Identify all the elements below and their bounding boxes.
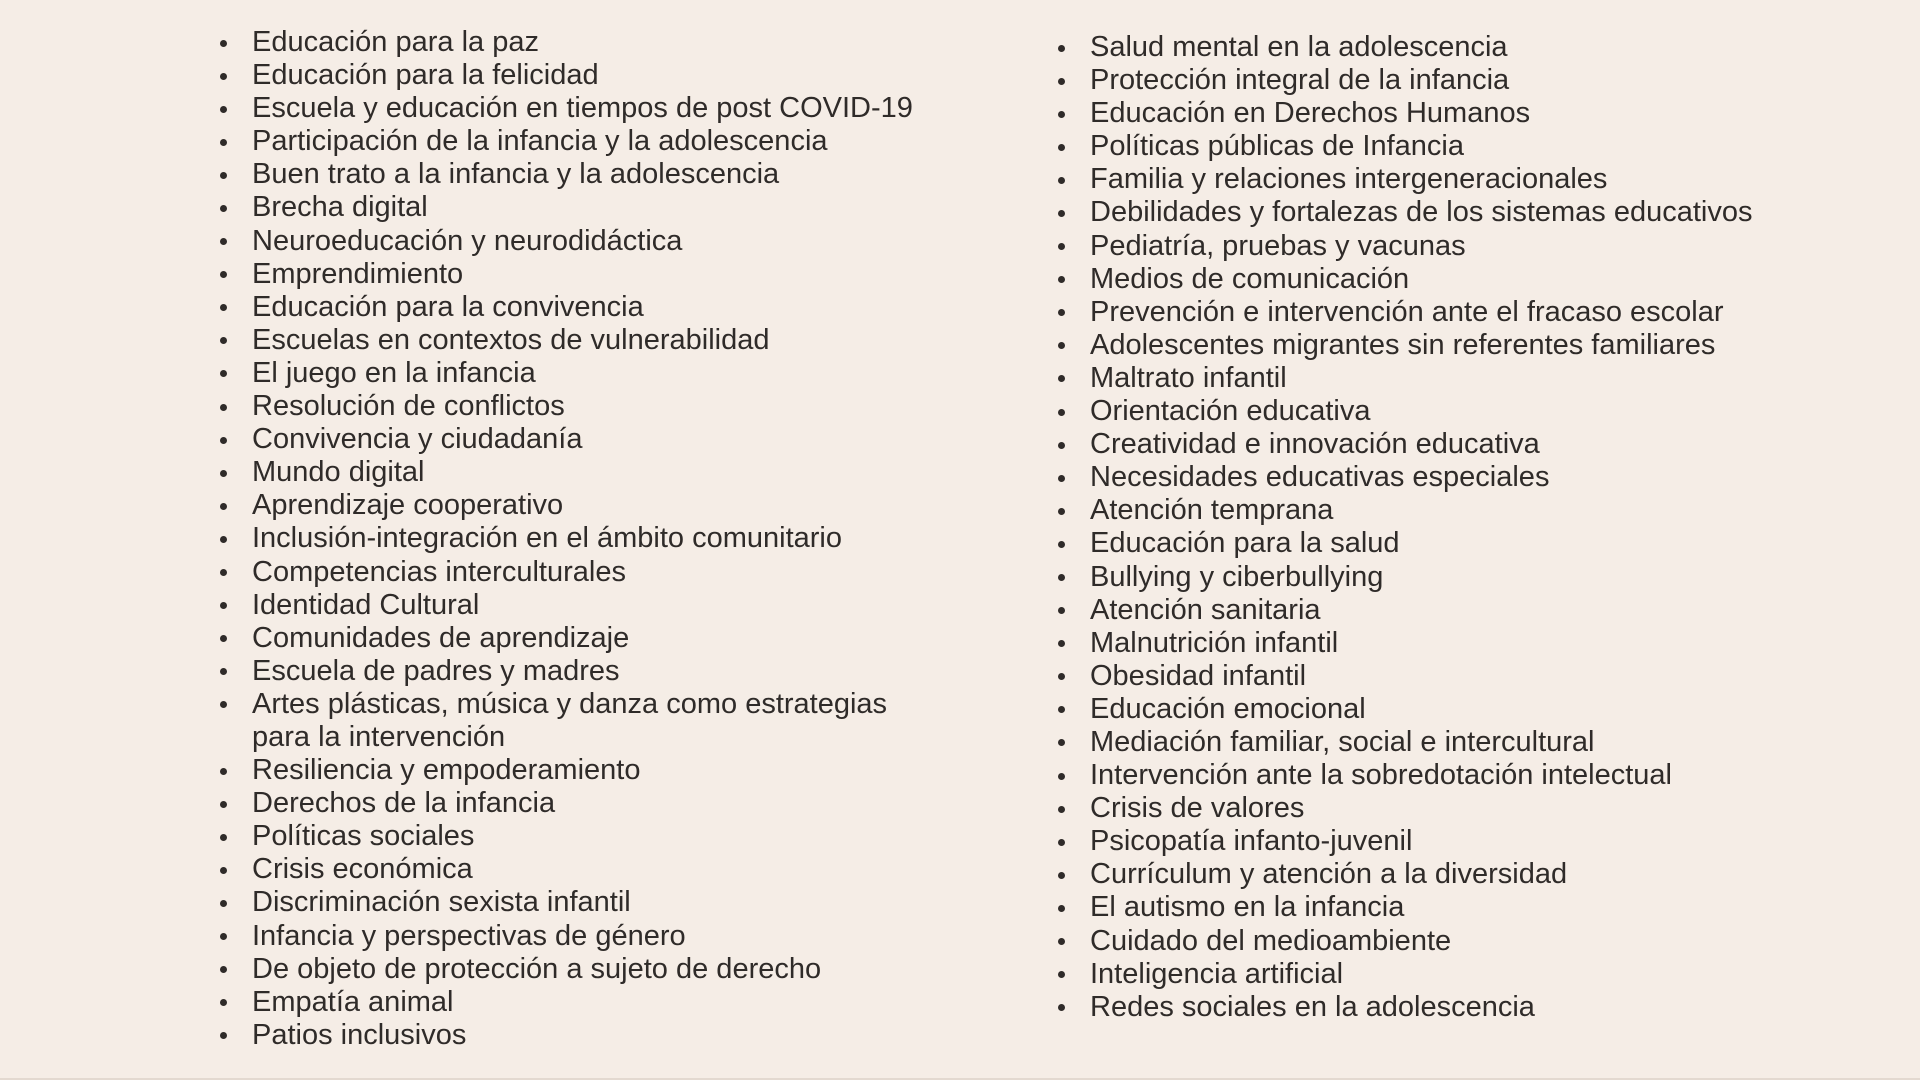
list-item: Atención temprana (1056, 494, 1896, 527)
topic-list-right (1056, 31, 1896, 1024)
list-item: Obesidad infantil (1056, 660, 1896, 693)
list-item: Políticas sociales (218, 820, 998, 853)
list-item: Intervención ante la sobredotación intelectual (1056, 759, 1896, 792)
list-item: Comunidades de aprendizaje (218, 622, 998, 655)
list-item: Crisis económica (218, 853, 998, 886)
list-item: Debilidades y fortalezas de los sistemas educativos (1056, 196, 1896, 229)
list-item: Escuela de padres y madres (218, 655, 998, 688)
list-item: Resiliencia y empoderamiento (218, 754, 998, 787)
list-item: Educación para la felicidad (218, 59, 998, 92)
list-item: Resolución de conflictos (218, 390, 998, 423)
list-item: De objeto de protección a sujeto de derecho (218, 953, 998, 986)
list-item: Cuidado del medioambiente (1056, 925, 1896, 958)
list-item: Currículum y atención a la diversidad (1056, 858, 1896, 891)
list-item: Malnutrición infantil (1056, 627, 1896, 660)
list-item: Educación emocional (1056, 693, 1896, 726)
list-item: Salud mental en la adolescencia (1056, 31, 1896, 64)
list-item: Emprendimiento (218, 258, 998, 291)
list-item: Medios de comunicación (1056, 263, 1896, 296)
list-item: Aprendizaje cooperativo (218, 489, 998, 522)
list-item: Maltrato infantil (1056, 362, 1896, 395)
list-item: Participación de la infancia y la adolescencia (218, 125, 998, 158)
list-item: El juego en la infancia (218, 357, 998, 390)
list-item: Bullying y ciberbullying (1056, 561, 1896, 594)
topic-list-left (218, 26, 998, 1052)
list-item: Protección integral de la infancia (1056, 64, 1896, 97)
list-item: Redes sociales en la adolescencia (1056, 991, 1896, 1024)
list-item: Familia y relaciones intergeneracionales (1056, 163, 1896, 196)
list-item: Escuela y educación en tiempos de post COVID-19 (218, 92, 998, 125)
list-item: Mundo digital (218, 456, 998, 489)
list-item: Crisis de valores (1056, 792, 1896, 825)
list-item: Educación para la convivencia (218, 291, 998, 324)
list-item: Orientación educativa (1056, 395, 1896, 428)
list-item: Patios inclusivos (218, 1019, 998, 1052)
list-item: Buen trato a la infancia y la adolescencia (218, 158, 998, 191)
list-item: Identidad Cultural (218, 589, 998, 622)
list-item: Adolescentes migrantes sin referentes familiares (1056, 329, 1896, 362)
list-item: Artes plásticas, música y danza como estrategias para la intervención (218, 688, 952, 754)
list-item: Atención sanitaria (1056, 594, 1896, 627)
list-item: Pediatría, pruebas y vacunas (1056, 230, 1896, 263)
list-item: Necesidades educativas especiales (1056, 461, 1896, 494)
list-item: Convivencia y ciudadanía (218, 423, 998, 456)
list-item: Discriminación sexista infantil (218, 886, 998, 919)
list-item: Escuelas en contextos de vulnerabilidad (218, 324, 998, 357)
list-item: Educación para la paz (218, 26, 998, 59)
list-item: Inclusión-integración en el ámbito comunitario (218, 522, 998, 555)
list-item: Neuroeducación y neurodidáctica (218, 225, 998, 258)
list-item: Mediación familiar, social e intercultural (1056, 726, 1896, 759)
list-item: Educación para la salud (1056, 527, 1896, 560)
list-item: Inteligencia artificial (1056, 958, 1896, 991)
list-item: Infancia y perspectivas de género (218, 920, 998, 953)
list-item: Empatía animal (218, 986, 998, 1019)
list-item: Derechos de la infancia (218, 787, 998, 820)
list-item: Educación en Derechos Humanos (1056, 97, 1896, 130)
list-item: Prevención e intervención ante el fracaso escolar (1056, 296, 1896, 329)
list-item: Políticas públicas de Infancia (1056, 130, 1896, 163)
list-item: Creatividad e innovación educativa (1056, 428, 1896, 461)
list-item: Brecha digital (218, 191, 998, 224)
list-item: El autismo en la infancia (1056, 891, 1896, 924)
list-item: Psicopatía infanto-juvenil (1056, 825, 1896, 858)
list-item: Competencias interculturales (218, 556, 998, 589)
